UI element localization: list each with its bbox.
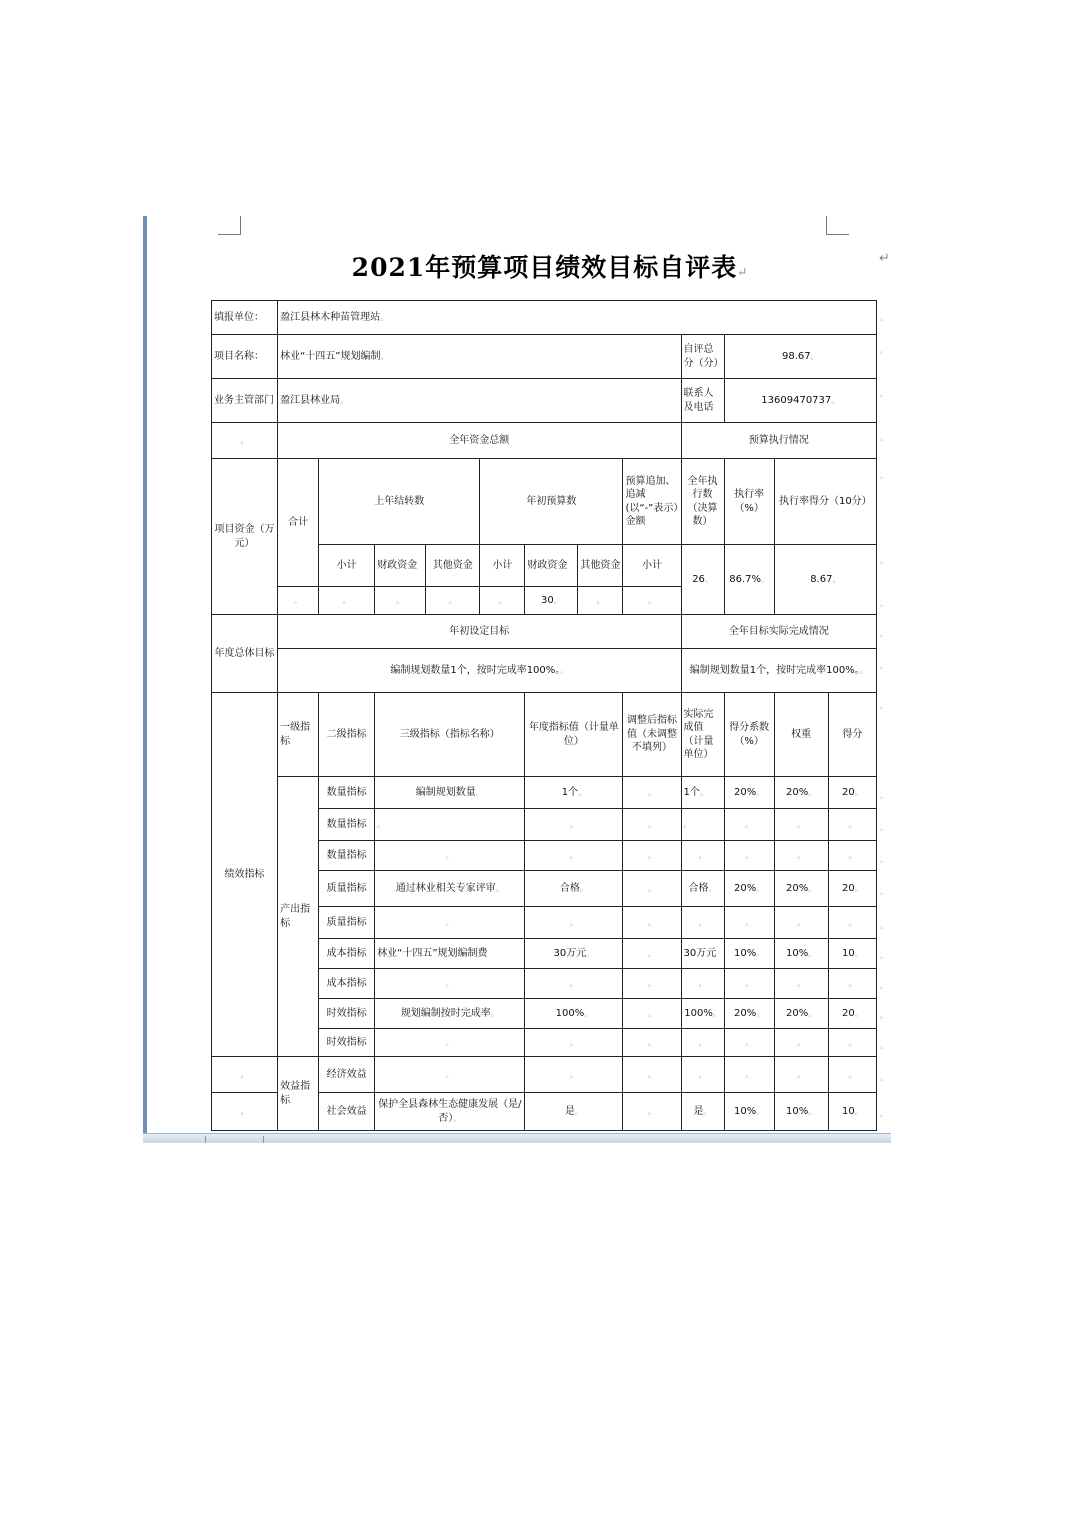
- row-goals-header: [212, 615, 877, 649]
- indicator-level3: 。: [375, 809, 525, 841]
- indicator-level2: 成本指标: [319, 939, 375, 969]
- indicator-level3: 。: [375, 969, 525, 999]
- carryover-other-header: 其他资金: [426, 545, 480, 587]
- initial-budget-header: 年初预算数: [480, 459, 623, 545]
- paragraph-mark: ↵: [879, 251, 890, 266]
- indicator-score: 。: [828, 809, 876, 841]
- indicator-coef: 。: [724, 1029, 774, 1057]
- row-project-name: [212, 335, 877, 379]
- adjust-subtotal-value: 。: [623, 587, 681, 615]
- indicator-level2: 数量指标: [319, 777, 375, 809]
- adjusted-header: 调整后指标值（未调整不填列）: [623, 693, 681, 777]
- blank-cell: 。: [212, 1057, 278, 1093]
- indicator-actual: 合格。: [681, 871, 724, 907]
- reporting-unit-value: 盈江县林木种苗管理站。: [278, 301, 877, 335]
- indicator-level3: 。: [375, 1029, 525, 1057]
- indicator-weight: 。: [774, 969, 828, 999]
- row-end-mark: 。: [880, 556, 888, 565]
- exec-score-value: 8.67。: [774, 545, 876, 615]
- row-end-mark: 。: [880, 599, 888, 608]
- indicator-actual: 1个。: [681, 777, 724, 809]
- indicator-target: 。: [525, 907, 623, 939]
- indicator-score: 。: [828, 1029, 876, 1057]
- indicator-score: 。: [828, 841, 876, 871]
- project-funds-label: 项目资金（万元）: [212, 459, 278, 615]
- row-end-mark: 。: [880, 823, 888, 832]
- indicator-coef: 。: [724, 969, 774, 999]
- indicator-level3: 。: [375, 841, 525, 871]
- indicator-coef: 。: [724, 809, 774, 841]
- indicator-coef: 10%。: [724, 939, 774, 969]
- performance-indicators-label: 绩效指标: [212, 693, 278, 1057]
- row-end-mark: 。: [880, 389, 888, 398]
- indicator-level2: 经济效益: [319, 1057, 375, 1093]
- row-end-mark: 。: [880, 629, 888, 638]
- indicator-level3: 。: [375, 1057, 525, 1093]
- indicator-level2: 质量指标: [319, 907, 375, 939]
- indicator-score: 10。: [828, 1093, 876, 1131]
- indicator-coef: 10%。: [724, 1093, 774, 1131]
- indicator-actual: 。: [681, 841, 724, 871]
- indicator-score: 10。: [828, 939, 876, 969]
- row-end-mark: 。: [880, 1109, 888, 1118]
- indicator-adjusted: 。: [623, 939, 681, 969]
- row-end-mark: 。: [880, 951, 888, 960]
- document-title: 2021年预算项目绩效目标自评表↵: [351, 253, 749, 282]
- indicator-target: 。: [525, 1057, 623, 1093]
- indicator-adjusted: 。: [623, 907, 681, 939]
- indicator-target: 。: [525, 809, 623, 841]
- goals-set-value: 编制规划数量1个，按时完成率100%。。: [278, 649, 681, 693]
- page-left-edge: [143, 216, 147, 1134]
- exec-rate-value: 86.7%。: [724, 545, 774, 615]
- indicator-coef: 20%。: [724, 871, 774, 907]
- exec-rate-header: 执行率（%）: [724, 459, 774, 545]
- indicator-adjusted: 。: [623, 1093, 681, 1131]
- execution-header: 预算执行情况: [681, 423, 876, 459]
- initial-other-value: 。: [578, 587, 623, 615]
- total-value: 。: [278, 587, 319, 615]
- indicator-coef: 。: [724, 1057, 774, 1093]
- indicator-actual: 。: [681, 907, 724, 939]
- row-end-mark: 。: [880, 701, 888, 710]
- adjust-subtotal-header: 小计: [623, 545, 681, 587]
- row-end-mark: 。: [880, 1011, 888, 1020]
- indicator-weight: 。: [774, 809, 828, 841]
- indicator-coef: 。: [724, 841, 774, 871]
- initial-subtotal-value: 。: [480, 587, 525, 615]
- indicator-actual: 100%。: [681, 999, 724, 1029]
- row-end-mark: 。: [880, 471, 888, 480]
- goals-set-header: 年初设定目标: [278, 615, 681, 649]
- level2-header: 二级指标: [319, 693, 375, 777]
- row-end-mark: 。: [880, 921, 888, 930]
- margin-corner-top-left: [218, 216, 241, 235]
- annual-goals-label: 年度总体目标: [212, 615, 278, 693]
- initial-fiscal-value: 30。: [525, 587, 578, 615]
- output-indicators-label: 产出指标: [278, 777, 319, 1057]
- evaluation-form-table: [211, 300, 877, 1131]
- carryover-fiscal-header: 财政资金: [375, 545, 426, 587]
- blank-cell: 。: [212, 423, 278, 459]
- indicator-weight: 20%。: [774, 871, 828, 907]
- indicator-coef: 。: [724, 907, 774, 939]
- indicator-level2: 质量指标: [319, 871, 375, 907]
- indicator-actual: 。: [681, 809, 724, 841]
- indicator-actual: 。: [681, 1029, 724, 1057]
- row-funds-header: [212, 423, 877, 459]
- indicator-actual: 。: [681, 969, 724, 999]
- row-funds-subheader: [212, 459, 877, 545]
- indicator-level2: 时效指标: [319, 999, 375, 1029]
- row-reporting-unit: [212, 301, 877, 335]
- indicator-score: 20。: [828, 777, 876, 809]
- indicator-score: 。: [828, 969, 876, 999]
- row-end-mark: 。: [880, 791, 888, 800]
- indicator-weight: 20%。: [774, 777, 828, 809]
- self-score-value: 98.67。: [724, 335, 876, 379]
- carryover-fiscal-value: 。: [375, 587, 426, 615]
- indicator-actual: 是。: [681, 1093, 724, 1131]
- carryover-subtotal-header: 小计: [319, 545, 375, 587]
- goals-actual-value: 编制规划数量1个，按时完成率100%。。: [681, 649, 876, 693]
- carryover-header: 上年结转数: [319, 459, 480, 545]
- indicator-score: 。: [828, 907, 876, 939]
- row-end-mark: 。: [880, 313, 888, 322]
- indicator-actual: 。: [681, 1057, 724, 1093]
- indicator-weight: 。: [774, 841, 828, 871]
- project-name-value: 林业“十四五”规划编制。: [278, 335, 681, 379]
- indicator-weight: 20%。: [774, 999, 828, 1029]
- indicator-target: 100%。: [525, 999, 623, 1029]
- department-label: 业务主管部门: [212, 379, 278, 423]
- indicator-weight: 。: [774, 1029, 828, 1057]
- indicator-row: [212, 777, 877, 809]
- adjust-header: 预算追加、追减(以“-”表示）金额: [623, 459, 681, 545]
- indicator-level3: 保护全县森林生态健康发展（是/否）。: [375, 1093, 525, 1131]
- indicator-weight: 10%。: [774, 939, 828, 969]
- indicator-level3: 通过林业相关专家评审。: [375, 871, 525, 907]
- status-bar-separator: [205, 1136, 206, 1143]
- level3-header: 三级指标（指标名称）: [375, 693, 525, 777]
- contact-value: 13609470737。: [724, 379, 876, 423]
- score-header: 得分: [828, 693, 876, 777]
- indicator-adjusted: 。: [623, 777, 681, 809]
- margin-corner-top-right: [826, 216, 849, 235]
- indicator-score: 20。: [828, 999, 876, 1029]
- initial-other-header: 其他资金: [578, 545, 623, 587]
- row-end-mark: 。: [880, 887, 888, 896]
- indicator-adjusted: 。: [623, 1029, 681, 1057]
- indicator-target: 。: [525, 969, 623, 999]
- indicator-score: 。: [828, 1057, 876, 1093]
- indicator-target: 是。: [525, 1093, 623, 1131]
- indicator-coef: 20%。: [724, 999, 774, 1029]
- row-end-mark: 。: [880, 433, 888, 442]
- indicator-target: 。: [525, 1029, 623, 1057]
- carryover-subtotal-value: 。: [319, 587, 375, 615]
- row-end-mark: 。: [880, 1041, 888, 1050]
- goals-actual-header: 全年目标实际完成情况: [681, 615, 876, 649]
- project-name-label: 项目名称：: [212, 335, 278, 379]
- exec-score-header: 执行率得分（10分）: [774, 459, 876, 545]
- indicator-adjusted: 。: [623, 999, 681, 1029]
- indicator-level2: 社会效益: [319, 1093, 375, 1131]
- indicator-level3: 规划编制按时完成率。: [375, 999, 525, 1029]
- indicator-target: 30万元。: [525, 939, 623, 969]
- initial-subtotal-header: 小计: [480, 545, 525, 587]
- row-end-mark: 。: [880, 1073, 888, 1082]
- indicator-row: [212, 1057, 877, 1093]
- indicator-adjusted: 。: [623, 1057, 681, 1093]
- exec-total-value: 26。: [681, 545, 724, 615]
- indicator-weight: 10%。: [774, 1093, 828, 1131]
- level1-header: 一级指标: [278, 693, 319, 777]
- indicator-actual: 30万元: [681, 939, 724, 969]
- indicator-score: 20。: [828, 871, 876, 907]
- row-department: [212, 379, 877, 423]
- row-goals-values: [212, 649, 877, 693]
- indicator-level2: 数量指标: [319, 841, 375, 871]
- indicator-target: 1个。: [525, 777, 623, 809]
- indicator-adjusted: 。: [623, 809, 681, 841]
- indicator-adjusted: 。: [623, 969, 681, 999]
- reporting-unit-label: 填报单位：: [212, 301, 278, 335]
- benefit-indicators-label: 效益指标: [278, 1057, 319, 1131]
- indicator-adjusted: 。: [623, 841, 681, 871]
- indicator-coef: 20%。: [724, 777, 774, 809]
- indicator-level3: 林业“十四五”规划编制费: [375, 939, 525, 969]
- exec-total-header: 全年执行数（决算数）: [681, 459, 724, 545]
- contact-label: 联系人及电话: [681, 379, 724, 423]
- indicator-level2: 数量指标: [319, 809, 375, 841]
- indicator-level2: 时效指标: [319, 1029, 375, 1057]
- indicator-level3: 编制规划数量。: [375, 777, 525, 809]
- indicator-level2: 成本指标: [319, 969, 375, 999]
- weight-header: 权重: [774, 693, 828, 777]
- indicator-weight: 。: [774, 1057, 828, 1093]
- department-value: 盈江县林业局。: [278, 379, 681, 423]
- status-bar-separator: [263, 1136, 264, 1143]
- row-end-mark: 。: [880, 855, 888, 864]
- self-score-label: 自评总分（分）: [681, 335, 724, 379]
- carryover-other-value: 。: [426, 587, 480, 615]
- row-end-mark: 。: [880, 346, 888, 355]
- indicator-weight: 。: [774, 907, 828, 939]
- row-end-mark: 。: [880, 981, 888, 990]
- indicator-level3: 。: [375, 907, 525, 939]
- indicator-adjusted: 。: [623, 871, 681, 907]
- indicator-target: 。: [525, 841, 623, 871]
- indicator-target: 合格。: [525, 871, 623, 907]
- annual-total-header: 全年资金总额: [278, 423, 681, 459]
- coef-header: 得分系数（%）: [724, 693, 774, 777]
- blank-cell: 。: [212, 1093, 278, 1131]
- row-end-mark: 。: [880, 661, 888, 670]
- row-indicator-headers: [212, 693, 877, 777]
- total-header: 合计: [278, 459, 319, 587]
- actual-header: 实际完成值（计量单位）: [681, 693, 724, 777]
- target-header: 年度指标值（计量单位）: [525, 693, 623, 777]
- status-bar: [143, 1133, 891, 1143]
- initial-fiscal-header: 财政资金: [525, 545, 578, 587]
